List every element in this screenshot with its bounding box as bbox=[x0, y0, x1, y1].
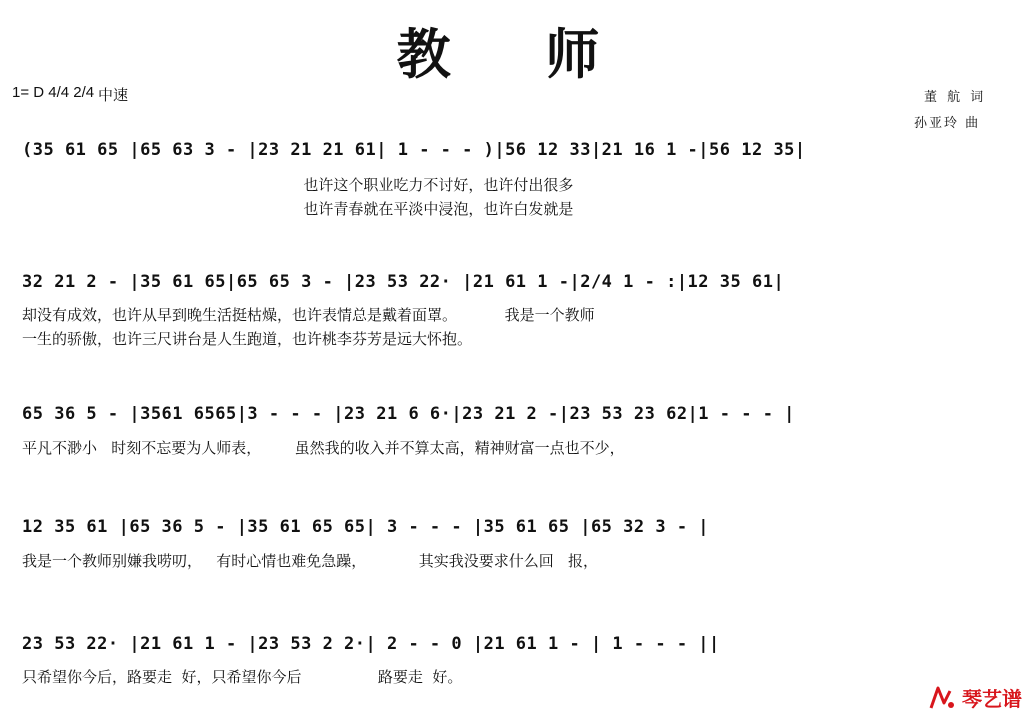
lyric-line-4a: 我是一个教师别嫌我唠叨， 有时心情也难免急躁， 其实我没要求什么回 报， bbox=[22, 552, 599, 570]
lyric-line-1b: 也许青春就在平淡中浸泡，也许白发就是 bbox=[22, 200, 574, 218]
lyric-line-2b: 一生的骄傲，也许三尺讲台是人生跑道，也许桃李芬芳是远大怀抱。 bbox=[22, 330, 473, 348]
notation-line-4: 12 35 61 |65 36 5 - |35 61 65 65| 3 - - - |35 61 65 |65 32 3 - | bbox=[22, 517, 710, 537]
notation-line-1: (35 61 65 |65 63 3 - |23 21 21 61| 1 - - - )|56 12 33|21 16 1 -|56 12 35| bbox=[22, 140, 806, 160]
key-signature: 1= D 4/4 2/4 bbox=[12, 84, 95, 101]
lyricist-credit: 董 航 词 bbox=[924, 90, 987, 105]
notation-line-5: 23 53 22· |21 61 1 - |23 53 2 2·| 2 - - 0 |21 61 1 - | 1 - - - || bbox=[22, 634, 720, 654]
song-title: 教 师 bbox=[396, 22, 638, 86]
logo-text: 琴艺谱 bbox=[962, 687, 1022, 711]
tempo-marking: 中速 bbox=[98, 86, 129, 104]
lyric-line-5a: 只希望你今后，路要走 好，只希望你今后 路要走 好。 bbox=[22, 668, 463, 686]
notation-line-2: 32 21 2 - |35 61 65|65 65 3 - |23 53 22· |21 61 1 -|2/4 1 - :|12 35 61| bbox=[22, 272, 785, 292]
lyric-line-1a: 也许这个职业吃力不讨好，也许付出很多 bbox=[22, 176, 574, 194]
lyric-line-3a: 平凡不渺小 时刻不忘要为人师表， 虽然我的收入并不算太高，精神财富一点也不少， bbox=[22, 439, 625, 457]
site-logo bbox=[928, 683, 1022, 712]
composer-credit: 孙亚玲 曲 bbox=[914, 116, 981, 131]
notation-line-3: 65 36 5 - |3561 6565|3 - - - |23 21 6 6·|23 21 2 -|23 53 23 62|1 - - - | bbox=[22, 404, 795, 424]
logo-mark-icon bbox=[928, 685, 956, 711]
lyric-line-2a: 却没有成效，也许从早到晚生活挺枯燥，也许表情总是戴着面罩。 我是一个教师 bbox=[22, 306, 595, 324]
